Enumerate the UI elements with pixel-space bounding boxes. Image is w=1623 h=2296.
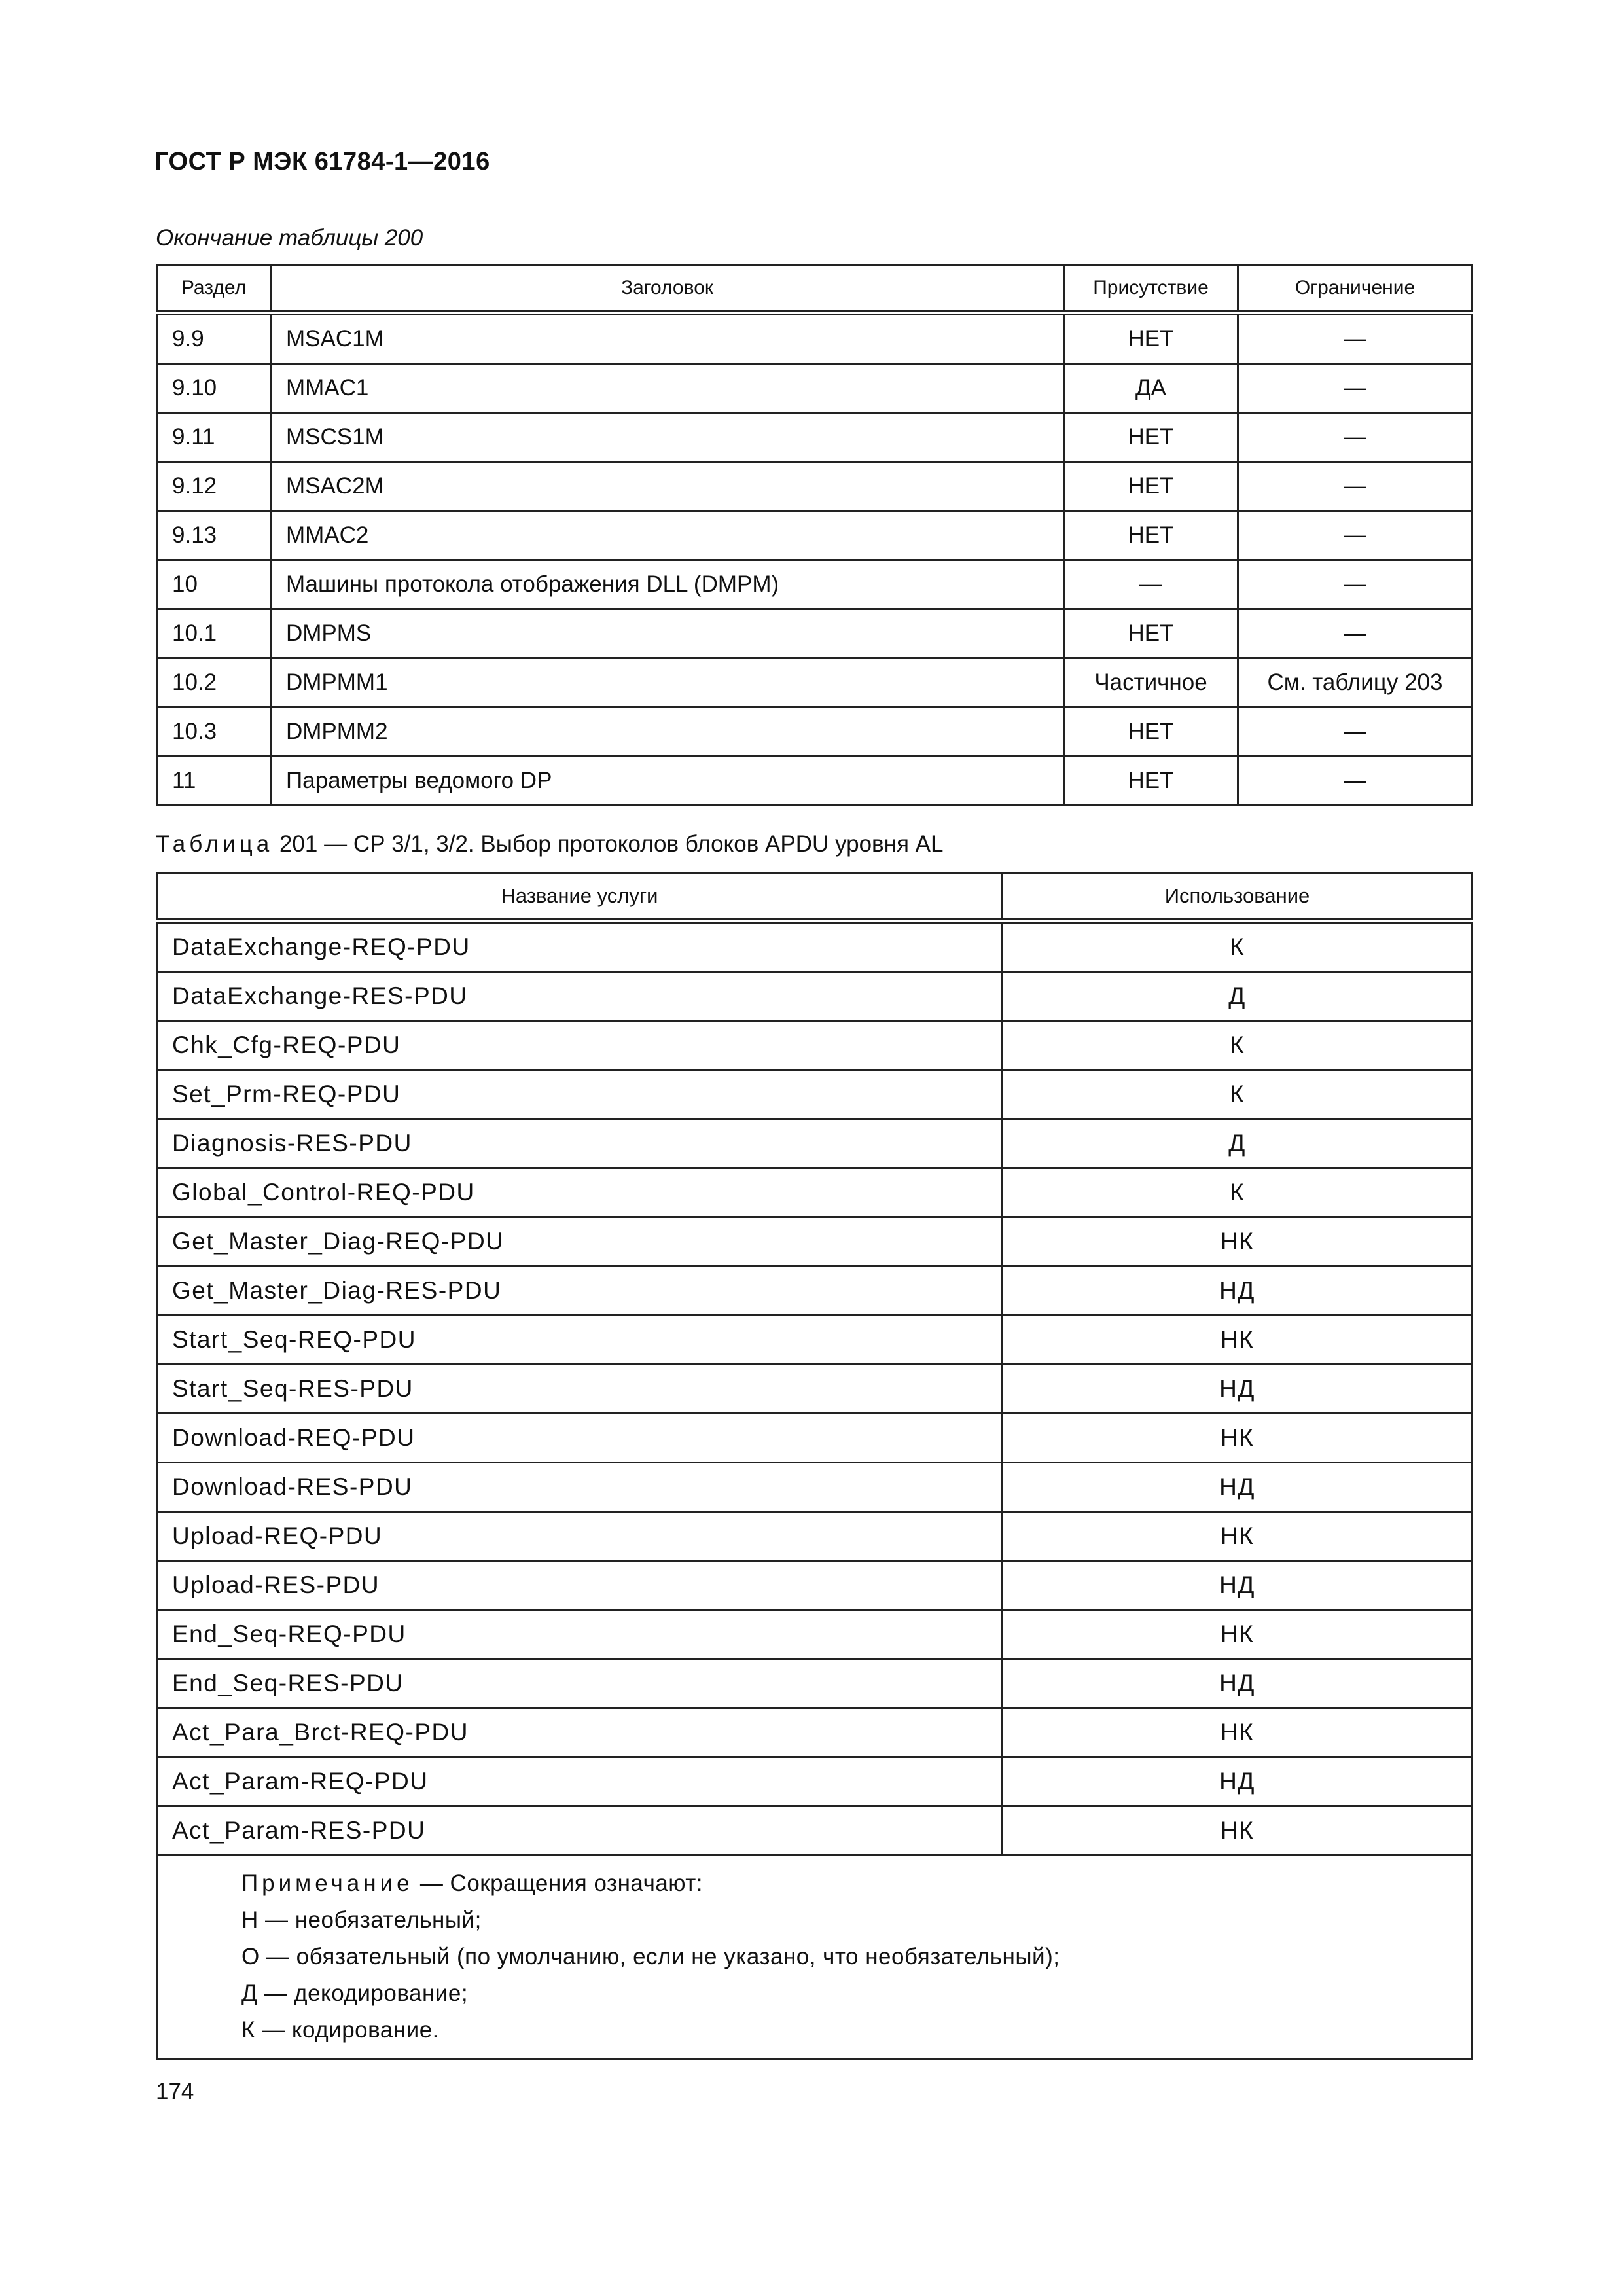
header-title: Заголовок [271,265,1064,314]
table-row [157,1414,1472,1463]
cell-title: MSAC1M [271,313,1064,364]
cell-usage: НК [1003,1316,1472,1365]
cell-section: 11 [157,757,271,806]
table-row [157,1610,1472,1659]
cell-service-name: Get_Master_Diag-REQ-PDU [157,1217,1003,1266]
table-row [157,511,1472,560]
cell-service-name: Act_Para_Brct-REQ-PDU [157,1708,1003,1757]
cell-section: 10.3 [157,708,271,757]
cell-section: 9.13 [157,511,271,560]
cell-service-name: Get_Master_Diag-RES-PDU [157,1266,1003,1316]
table-row [157,1021,1472,1070]
header-section: Раздел [157,265,271,314]
table-201-caption-text: 201 — СР 3/1, 3/2. Выбор протоколов блоков APDU уровня AL [279,831,944,857]
cell-usage: НД [1003,1561,1472,1610]
table-row [157,757,1472,806]
cell-usage: К [1003,1070,1472,1119]
cell-restriction: — [1238,313,1472,364]
table-row [157,1512,1472,1561]
table-row [157,972,1472,1021]
cell-presence: НЕТ [1064,313,1238,364]
cell-presence: Частичное [1064,658,1238,708]
table-note [157,1856,1472,2059]
table-row [157,313,1472,364]
table-note-row [157,1856,1472,2059]
cell-service-name: Download-RES-PDU [157,1463,1003,1512]
cell-section: 9.11 [157,413,271,462]
cell-presence: ДА [1064,364,1238,413]
cell-service-name: DataExchange-REQ-PDU [157,921,1003,972]
cell-restriction: — [1238,413,1472,462]
cell-title: MSCS1M [271,413,1064,462]
cell-service-name: Diagnosis-RES-PDU [157,1119,1003,1168]
cell-service-name: Act_Param-REQ-PDU [157,1757,1003,1806]
cell-usage: НК [1003,1610,1472,1659]
cell-restriction: — [1238,364,1472,413]
cell-title: DMPMM1 [271,658,1064,708]
cell-service-name: End_Seq-RES-PDU [157,1659,1003,1708]
table-row [157,1119,1472,1168]
table-row [157,1365,1472,1414]
cell-section: 9.10 [157,364,271,413]
header-usage: Использование [1003,873,1472,922]
cell-service-name: Global_Control-REQ-PDU [157,1168,1003,1217]
cell-restriction: — [1238,757,1472,806]
cell-presence: НЕТ [1064,413,1238,462]
cell-section: 9.12 [157,462,271,511]
cell-service-name: Chk_Cfg-REQ-PDU [157,1021,1003,1070]
cell-service-name: Download-REQ-PDU [157,1414,1003,1463]
table-row [157,1659,1472,1708]
cell-service-name: Set_Prm-REQ-PDU [157,1070,1003,1119]
table-row [157,1561,1472,1610]
cell-usage: НД [1003,1266,1472,1316]
note-label: Примечание [241,1871,414,1896]
table-row [157,560,1472,609]
table-row [157,1217,1472,1266]
cell-usage: НД [1003,1659,1472,1708]
table-row [157,609,1472,658]
cell-usage: НК [1003,1708,1472,1757]
cell-service-name: DataExchange-RES-PDU [157,972,1003,1021]
cell-title: Машины протокола отображения DLL (DMPM) [271,560,1064,609]
cell-title: DMPMM2 [271,708,1064,757]
table-row [157,1708,1472,1757]
cell-usage: НД [1003,1757,1472,1806]
cell-restriction: — [1238,462,1472,511]
cell-usage: НД [1003,1365,1472,1414]
cell-presence: НЕТ [1064,462,1238,511]
cell-section: 10.2 [157,658,271,708]
cell-title: MMAC2 [271,511,1064,560]
cell-section: 10 [157,560,271,609]
cell-service-name: Start_Seq-RES-PDU [157,1365,1003,1414]
table-row [157,658,1472,708]
table-row [157,1463,1472,1512]
cell-restriction: См. таблицу 203 [1238,658,1472,708]
table-row [157,1316,1472,1365]
cell-usage: К [1003,1021,1472,1070]
cell-usage: К [1003,921,1472,972]
cell-service-name: Start_Seq-REQ-PDU [157,1316,1003,1365]
cell-presence: НЕТ [1064,708,1238,757]
note-line: О — обязательный (по умолчанию, если не указано, что необязательный); [241,1944,1060,1969]
cell-presence: НЕТ [1064,511,1238,560]
cell-usage: НК [1003,1512,1472,1561]
document-code: ГОСТ Р МЭК 61784-1—2016 [154,148,490,175]
cell-presence: — [1064,560,1238,609]
cell-usage: НК [1003,1806,1472,1856]
table-row [157,1266,1472,1316]
cell-section: 10.1 [157,609,271,658]
cell-title: Параметры ведомого DP [271,757,1064,806]
table-row [157,708,1472,757]
cell-usage: К [1003,1168,1472,1217]
cell-section: 9.9 [157,313,271,364]
table-row [157,1168,1472,1217]
note-line: К — кодирование. [241,2017,439,2043]
table-header-row [157,873,1472,922]
page-number: 174 [156,2079,194,2104]
table-row [157,921,1472,972]
cell-restriction: — [1238,560,1472,609]
table-200 [156,264,1473,806]
cell-service-name: Upload-RES-PDU [157,1561,1003,1610]
cell-presence: НЕТ [1064,757,1238,806]
cell-service-name: End_Seq-REQ-PDU [157,1610,1003,1659]
cell-service-name: Upload-REQ-PDU [157,1512,1003,1561]
header-service-name: Название услуги [157,873,1003,922]
note-line: Д — декодирование; [241,1981,469,2006]
cell-usage: Д [1003,972,1472,1021]
note-line: Н — необязательный; [241,1907,482,1933]
table-row [157,462,1472,511]
cell-title: DMPMS [271,609,1064,658]
cell-restriction: — [1238,511,1472,560]
cell-restriction: — [1238,708,1472,757]
table-row [157,364,1472,413]
header-restriction: Ограничение [1238,265,1472,314]
header-presence: Присутствие [1064,265,1238,314]
table-row [157,413,1472,462]
table-201-caption [156,831,943,857]
cell-usage: НК [1003,1414,1472,1463]
note-intro-line [241,1865,1471,1902]
cell-usage: НД [1003,1463,1472,1512]
table-row [157,1070,1472,1119]
cell-restriction: — [1238,609,1472,658]
note-intro: — Сокращения означают: [413,1871,704,1896]
cell-title: MMAC1 [271,364,1064,413]
table-header-row [157,265,1472,314]
table-200-continuation-caption: Окончание таблицы 200 [156,225,423,251]
cell-usage: НК [1003,1217,1472,1266]
table-201 [156,872,1473,2060]
table-row [157,1806,1472,1856]
table-201-caption-label: Таблица [156,831,274,857]
cell-service-name: Act_Param-RES-PDU [157,1806,1003,1856]
cell-presence: НЕТ [1064,609,1238,658]
table-row [157,1757,1472,1806]
cell-title: MSAC2M [271,462,1064,511]
cell-usage: Д [1003,1119,1472,1168]
